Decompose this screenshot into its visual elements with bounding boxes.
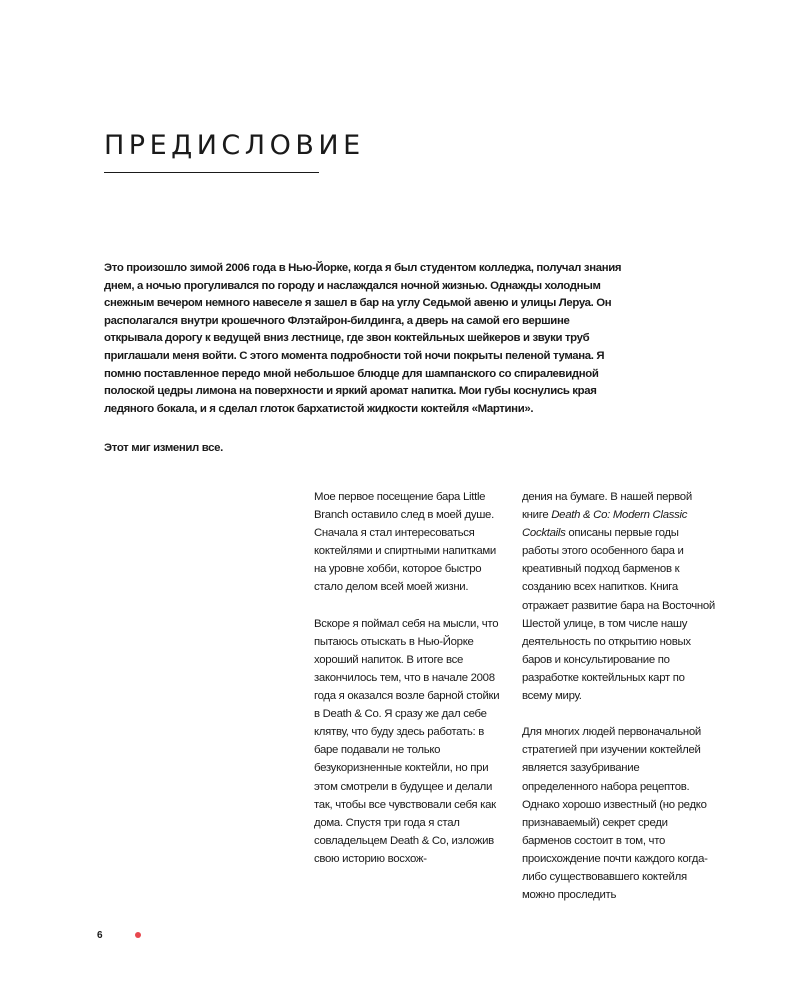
page-marker-dot — [135, 932, 141, 938]
intro-closing-line: Этот миг изменил все. — [104, 442, 223, 454]
body-paragraph: Для многих людей первоначальной стратегией при изучении коктейлей является зазубривание определенного набора рецептов. Однако хорошо известный (но редко признаваемый) секрет среди барменов состоит в том, что происхождение почти каждого когда-либо существовавшего коктейля можно проследить — [522, 726, 708, 902]
intro-paragraph: Это произошло зимой 2006 года в Нью-Йорке, когда я был студентом колледжа, получал знания днем, а ночью прогуливался по городу и наслаждался ночной жизнью. Однажды холодным снежным вечером немного навеселе я зашел в бар на углу Седьмой авеню и улицы Леруа. Он располагался внутри крошечного Флэтайрон-билдинга, а дверь на самой его вершине открывала дорогу к ведущей вниз лестнице, где звон коктейльных шейкеров и звуки труб приглашали меня войти. С этого момента подробности той ночи покрыты пеленой тумана. Я помню поставленное передо мной небольшое блюдце для шампанского со спиралевидной полоской цедры лимона на поверхности и яркий аромат напитка. Мои губы коснулись края ледяного бокала, и я сделал глоток бархатистой жидкости коктейля «Мартини». — [104, 262, 622, 415]
title-underline — [104, 172, 319, 173]
chapter-title: ПРЕДИСЛОВИЕ — [104, 130, 365, 161]
body-text: описаны первые годы работы этого особенного бара и креативный подход барменов к созданию всех напитков. Книга отражает развитие бара на Восточной Шестой улице, в том числе нашу деятельность по открытию новых баров и консультирование по разработке коктейльных карт по всему миру. — [522, 527, 715, 703]
body-paragraph — [522, 488, 717, 705]
page-number: 6 — [97, 930, 103, 941]
body-column-right — [522, 488, 717, 904]
body-column-left — [314, 488, 504, 868]
body-paragraph: Мое первое посещение бара Little Branch оставило след в моей душе. Сначала я стал интересоваться коктейлями и спиртными напитками на уровне хобби, которое быстро стало делом всей моей жизни. — [314, 491, 496, 594]
book-title: Death & Co: Modern Classic Cocktails — [522, 509, 688, 540]
body-text: дения на бумаге. В нашей первой книге — [522, 491, 692, 522]
body-paragraph: Вскоре я поймал себя на мысли, что пытаюсь отыскать в Нью-Йорке хороший напиток. В итоге все закончилось тем, что в начале 2008 года я оказался возле барной стойки в Death & Co. Я сразу же дал себе клятву, что буду здесь работать: в баре подавали не только безукоризненные коктейли, но при этом смотрели в будущее и делали так, чтобы все чувствовали себя как дома. Спустя три года я стал совладельцем Death & Co, изложив свою историю восхож- — [314, 617, 500, 865]
